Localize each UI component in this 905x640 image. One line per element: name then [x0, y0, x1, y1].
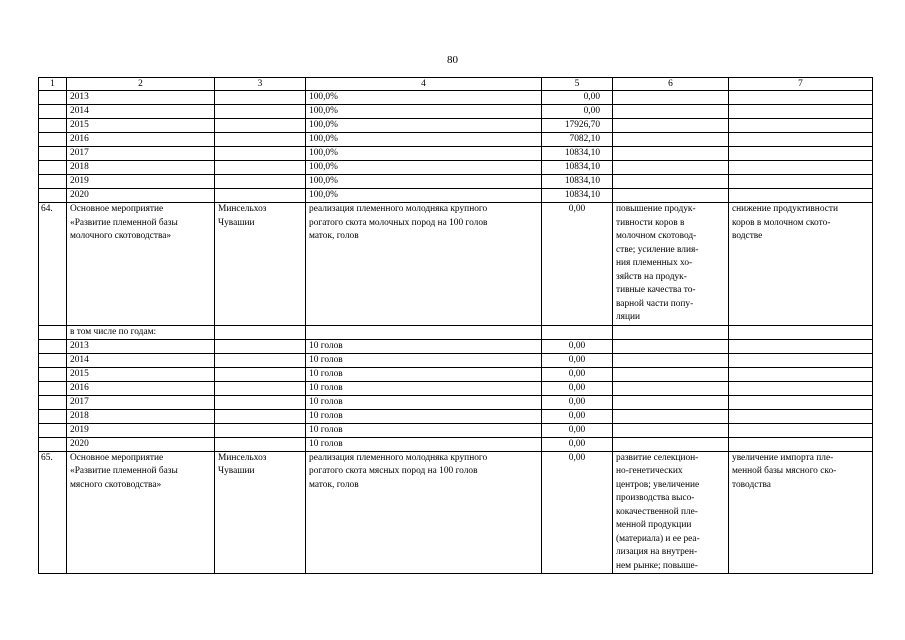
indicator-cell [306, 451, 542, 574]
year-row [39, 119, 873, 133]
year-row [39, 105, 873, 119]
row-number-cell [39, 119, 67, 133]
text-line: варной части попу- [616, 298, 694, 309]
year-cell: 2019 [67, 423, 215, 437]
result-cell [613, 133, 729, 147]
executor-cell [215, 451, 306, 574]
value-cell: 0,00 [542, 105, 613, 119]
row-number-cell [39, 133, 67, 147]
text-line: рогатого скота мясных пород на 100 голов [309, 466, 478, 476]
value-cell: 0,00 [542, 353, 613, 367]
result-cell [613, 423, 729, 437]
text-line: Чувашии [218, 466, 255, 476]
indicator-cell: 100,0% [306, 161, 542, 175]
year-cell: 2014 [67, 105, 215, 119]
year-cell: 2020 [67, 437, 215, 451]
row-number-cell [39, 325, 67, 339]
text-line: рогатого скота молочных пород на 100 голов [309, 217, 488, 228]
result-cell [613, 353, 729, 367]
text-line: тивные качества то- [616, 285, 696, 295]
year-cell: 2018 [67, 409, 215, 423]
value-cell: 0,00 [542, 203, 613, 326]
year-cell: 2014 [67, 353, 215, 367]
consequence-cell [729, 189, 873, 203]
value-cell: 10834,10 [542, 175, 613, 189]
indicator-cell: 10 голов [306, 353, 542, 367]
text-line: реализация племенного молодняка крупного [309, 204, 488, 214]
measure-name-cell [67, 203, 215, 326]
text-line: производства высо- [616, 493, 695, 503]
year-cell: 2018 [67, 161, 215, 175]
item-number-cell: 64. [39, 203, 67, 326]
year-row [39, 133, 873, 147]
executor-cell [215, 133, 306, 147]
value-cell: 0,00 [542, 395, 613, 409]
text-line: кокачественной пле- [616, 506, 698, 517]
result-cell [613, 381, 729, 395]
result-cell [613, 91, 729, 105]
header-cell: 7 [729, 78, 873, 91]
year-row [39, 189, 873, 203]
year-row [39, 437, 873, 451]
consequence-cell [729, 451, 873, 574]
result-cell [613, 203, 729, 326]
consequence-cell [729, 175, 873, 189]
indicator-cell: 100,0% [306, 189, 542, 203]
text-line: молочном скотовод- [616, 231, 697, 241]
consequence-cell [729, 409, 873, 423]
indicator-cell: 10 голов [306, 437, 542, 451]
executor-cell [215, 423, 306, 437]
text-line: зяйств на продук- [616, 271, 687, 282]
year-cell: 2017 [67, 147, 215, 161]
text-line: Основное мероприятие [70, 452, 164, 463]
value-cell: 0,00 [542, 381, 613, 395]
value-cell: 0,00 [542, 339, 613, 353]
year-cell: 2020 [67, 189, 215, 203]
result-cell [613, 395, 729, 409]
text-line: менной продукции [616, 520, 692, 530]
text-line: водстве [732, 231, 763, 241]
header-cell: 6 [613, 78, 729, 91]
executor-cell [215, 91, 306, 105]
row-number-cell [39, 409, 67, 423]
text-line: товодства [732, 479, 771, 490]
by-years-row [39, 325, 873, 339]
year-row [39, 161, 873, 175]
consequence-cell [729, 119, 873, 133]
value-cell: 0,00 [542, 91, 613, 105]
executor-cell [215, 395, 306, 409]
executor-cell [215, 367, 306, 381]
executor-cell [215, 339, 306, 353]
indicator-cell: 10 голов [306, 423, 542, 437]
empty-cell [729, 325, 873, 339]
program-table [38, 77, 873, 574]
year-row [39, 175, 873, 189]
year-cell: 2015 [67, 367, 215, 381]
executor-cell [215, 353, 306, 367]
year-row [39, 353, 873, 367]
indicator-cell: 100,0% [306, 105, 542, 119]
consequence-cell [729, 339, 873, 353]
year-row [39, 367, 873, 381]
item-number-cell: 65. [39, 451, 67, 574]
value-cell: 0,00 [542, 367, 613, 381]
measure-row [39, 451, 873, 574]
row-number-cell [39, 339, 67, 353]
text-line: коров в молочном ското- [732, 217, 831, 228]
row-number-cell [39, 147, 67, 161]
header-row [39, 78, 873, 91]
indicator-cell: 10 голов [306, 367, 542, 381]
indicator-cell: 100,0% [306, 133, 542, 147]
year-row [39, 409, 873, 423]
row-number-cell [39, 423, 67, 437]
empty-cell [306, 325, 542, 339]
row-number-cell [39, 105, 67, 119]
row-number-cell [39, 381, 67, 395]
executor-cell [215, 147, 306, 161]
text-line: стве; усиление влия- [616, 244, 699, 255]
executor-cell [215, 437, 306, 451]
text-line: нем рынке; повыше- [616, 560, 698, 571]
result-cell [613, 451, 729, 574]
empty-cell [613, 325, 729, 339]
executor-cell [215, 119, 306, 133]
row-number-cell [39, 395, 67, 409]
result-cell [613, 437, 729, 451]
row-number-cell [39, 189, 67, 203]
result-cell [613, 105, 729, 119]
text-line: но-генетических [616, 466, 683, 476]
row-number-cell [39, 175, 67, 189]
consequence-cell [729, 395, 873, 409]
text-line: ния племенных хо- [616, 258, 693, 268]
page-number: 80 [447, 54, 458, 66]
consequence-cell [729, 105, 873, 119]
indicator-cell: 10 голов [306, 395, 542, 409]
row-number-cell [39, 161, 67, 175]
indicator-cell: 100,0% [306, 91, 542, 105]
text-line: повышение продук- [616, 204, 696, 214]
value-cell: 10834,10 [542, 147, 613, 161]
text-line: «Развитие племенной базы [70, 217, 178, 228]
text-line: Чувашии [218, 217, 255, 228]
year-row [39, 423, 873, 437]
result-cell [613, 409, 729, 423]
year-cell: 2019 [67, 175, 215, 189]
text-line: центров; увеличение [616, 479, 700, 490]
text-line: маток, голов [309, 231, 359, 241]
header-cell: 4 [306, 78, 542, 91]
executor-cell [215, 381, 306, 395]
year-cell: 2013 [67, 339, 215, 353]
value-cell: 0,00 [542, 423, 613, 437]
text-line: (материала) и ее реа- [616, 533, 700, 544]
year-cell: 2013 [67, 91, 215, 105]
header-cell: 1 [39, 78, 67, 91]
text-line: маток, голов [309, 479, 359, 490]
header-cell: 3 [215, 78, 306, 91]
text-line: Основное мероприятие [70, 204, 164, 214]
indicator-cell [306, 203, 542, 326]
text-line: развитие селекцион- [616, 452, 699, 463]
text-line: «Развитие племенной базы [70, 466, 178, 476]
year-row [39, 339, 873, 353]
executor-cell [215, 161, 306, 175]
year-row [39, 381, 873, 395]
result-cell [613, 339, 729, 353]
text-line: молочного скотоводства» [70, 231, 172, 241]
value-cell: 10834,10 [542, 161, 613, 175]
row-number-cell [39, 91, 67, 105]
value-cell: 7082,10 [542, 133, 613, 147]
measure-row [39, 203, 873, 326]
executor-cell [215, 105, 306, 119]
text-line: ляции [616, 312, 641, 322]
result-cell [613, 119, 729, 133]
text-line: лизация на внутрен- [616, 547, 698, 557]
consequence-cell [729, 161, 873, 175]
value-cell: 10834,10 [542, 189, 613, 203]
empty-cell [215, 325, 306, 339]
value-cell: 17926,70 [542, 119, 613, 133]
text-line: мясного скотоводства» [70, 479, 162, 490]
executor-cell [215, 175, 306, 189]
text-line: Минсельхоз [218, 204, 267, 214]
year-row [39, 395, 873, 409]
header-cell: 5 [542, 78, 613, 91]
executor-cell [215, 189, 306, 203]
executor-cell [215, 203, 306, 326]
row-number-cell [39, 437, 67, 451]
consequence-cell [729, 423, 873, 437]
consequence-cell [729, 367, 873, 381]
year-cell: 2016 [67, 381, 215, 395]
text-line: увеличение импорта пле- [732, 452, 834, 463]
consequence-cell [729, 203, 873, 326]
consequence-cell [729, 381, 873, 395]
text-line: снижение продуктивности [732, 204, 839, 214]
row-number-cell [39, 367, 67, 381]
row-number-cell [39, 353, 67, 367]
indicator-cell: 100,0% [306, 147, 542, 161]
value-cell: 0,00 [542, 409, 613, 423]
text-line: реализация племенного молодняка крупного [309, 452, 488, 463]
indicator-cell: 10 голов [306, 409, 542, 423]
consequence-cell [729, 91, 873, 105]
result-cell [613, 367, 729, 381]
result-cell [613, 175, 729, 189]
executor-cell [215, 409, 306, 423]
measure-name-cell [67, 451, 215, 574]
indicator-cell: 10 голов [306, 339, 542, 353]
value-cell: 0,00 [542, 437, 613, 451]
consequence-cell [729, 353, 873, 367]
consequence-cell [729, 147, 873, 161]
empty-cell [542, 325, 613, 339]
consequence-cell [729, 133, 873, 147]
header-cell: 2 [67, 78, 215, 91]
text-line: тивности коров в [616, 217, 685, 228]
indicator-cell: 10 голов [306, 381, 542, 395]
year-cell: 2016 [67, 133, 215, 147]
result-cell [613, 189, 729, 203]
by-years-label: в том числе по годам: [67, 325, 215, 339]
text-line: менной базы мясного ско- [732, 466, 837, 476]
text-line: Минсельхоз [218, 452, 267, 463]
year-cell: 2017 [67, 395, 215, 409]
result-cell [613, 147, 729, 161]
result-cell [613, 161, 729, 175]
year-cell: 2015 [67, 119, 215, 133]
year-row [39, 147, 873, 161]
indicator-cell: 100,0% [306, 119, 542, 133]
value-cell: 0,00 [542, 451, 613, 574]
year-row [39, 91, 873, 105]
consequence-cell [729, 437, 873, 451]
indicator-cell: 100,0% [306, 175, 542, 189]
